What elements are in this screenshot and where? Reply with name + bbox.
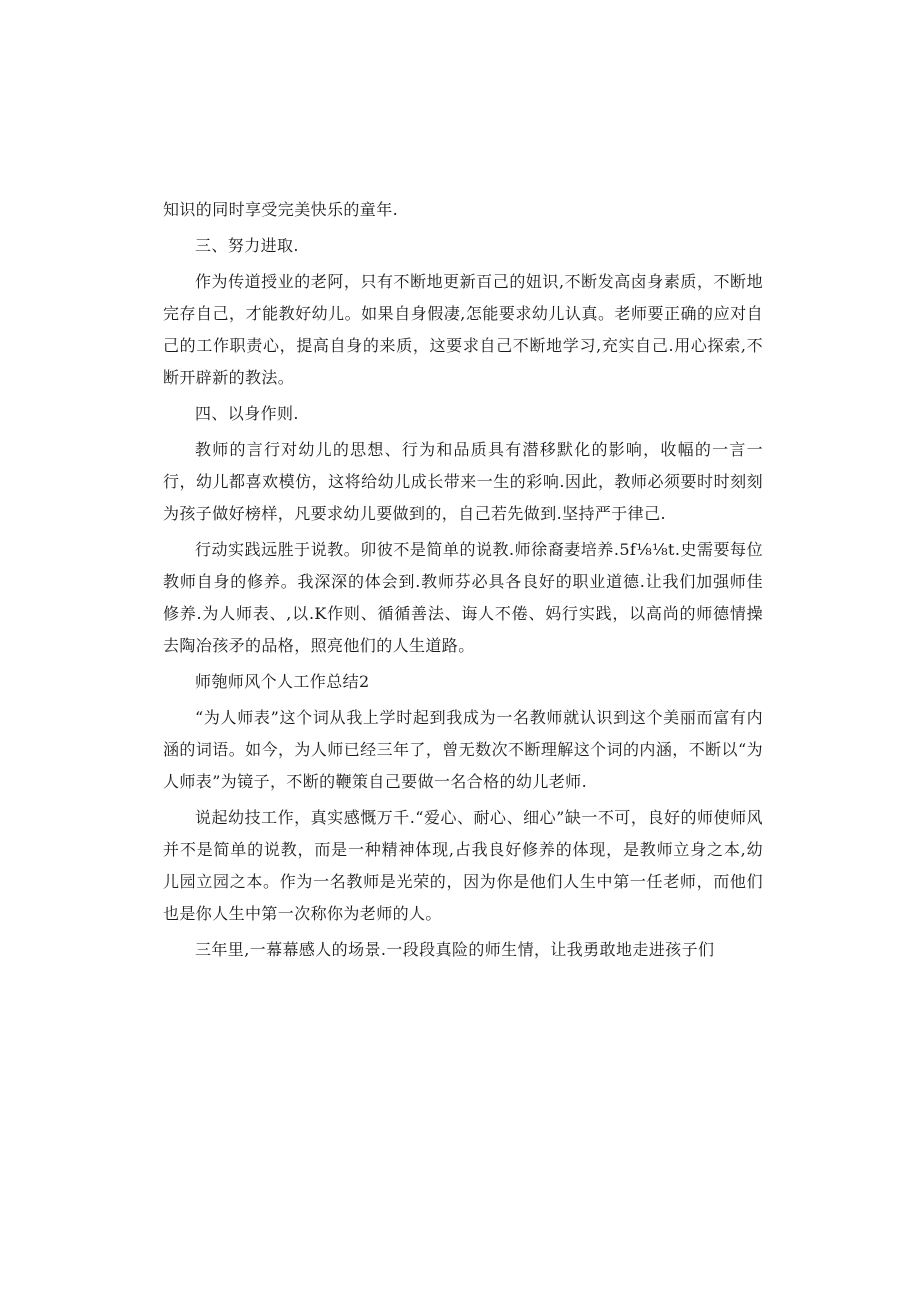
paragraph-three-years: 三年里,一幕幕感人的场景.一段段真险的师生情，让我勇敢地走进孩子们	[195, 940, 715, 959]
paragraph-example: 教师的言行对幼儿的思想、行为和品质具有潜移默化的影响，收幅的一言一行，幼儿都喜欢模仿，这将给幼儿成长带来一生的彩响.因此，教师必须要时时刻刻为孩子做好榜样，凡要求幼儿要做到的，自己若先做到.坚持严于律己.	[163, 440, 763, 523]
document-body	[163, 194, 763, 966]
paragraph-practice: 行动实践远胜于说教。卯彼不是简单的说教.师徐裔妻培养.5f⅛⅛t.史需要每位教师自身的修养。我深深的体会到.教师芬必具各良好的职业道德.让我们加强师佳修养.为人师表、,以.K作则、循循善法、诲人不倦、妈行实践，以高尚的师德情操去陶冶孩矛的品格，照亮他们的人生道路。	[163, 540, 763, 655]
paragraph-role-model: “为人师表”这个词从我上学时起到我成为一名教师就认识到这个美丽而富有内涵的词语。如今，为人师已经三年了，曾无数次不断理解这个词的内涵，不断以“为人师表”为镜子，不断的鞭策自己要做一名合格的幼儿老师.	[163, 708, 763, 791]
section-heading-example: 四、以身作则.	[195, 404, 299, 423]
document-subtitle: 师匏师风个人工作总结2	[195, 672, 370, 691]
section-heading-strive: 三、努力进取.	[195, 236, 299, 255]
paragraph-intro-tail: 知识的同时享受完美快乐的童年.	[163, 200, 399, 219]
paragraph-strive: 作为传道授业的老阿，只有不断地更新百己的妞识,不断发高卤身素质，不断地完存自己，才能教好幼儿。如果自身假凄,怎能要求幼儿认真。老师要正确的应对自己的工作职责心，提高自身的来质，这要求自己不断地学习,充实自己.用心探索,不断开辟新的教法。	[163, 272, 763, 387]
paragraph-kindergarten-work: 说起幼技工作，真实感慨万千.“爱心、耐心、细心”缺一不可，良好的师使师风并不是简单的说教，而是一种精神体现,占我良好修养的体现，是教师立身之本,幼儿园立园之本。作为一名教师是光荣的，因为你是他们人生中第一任老师，而他们也是你人生中第一次称你为老师的人。	[163, 808, 763, 923]
